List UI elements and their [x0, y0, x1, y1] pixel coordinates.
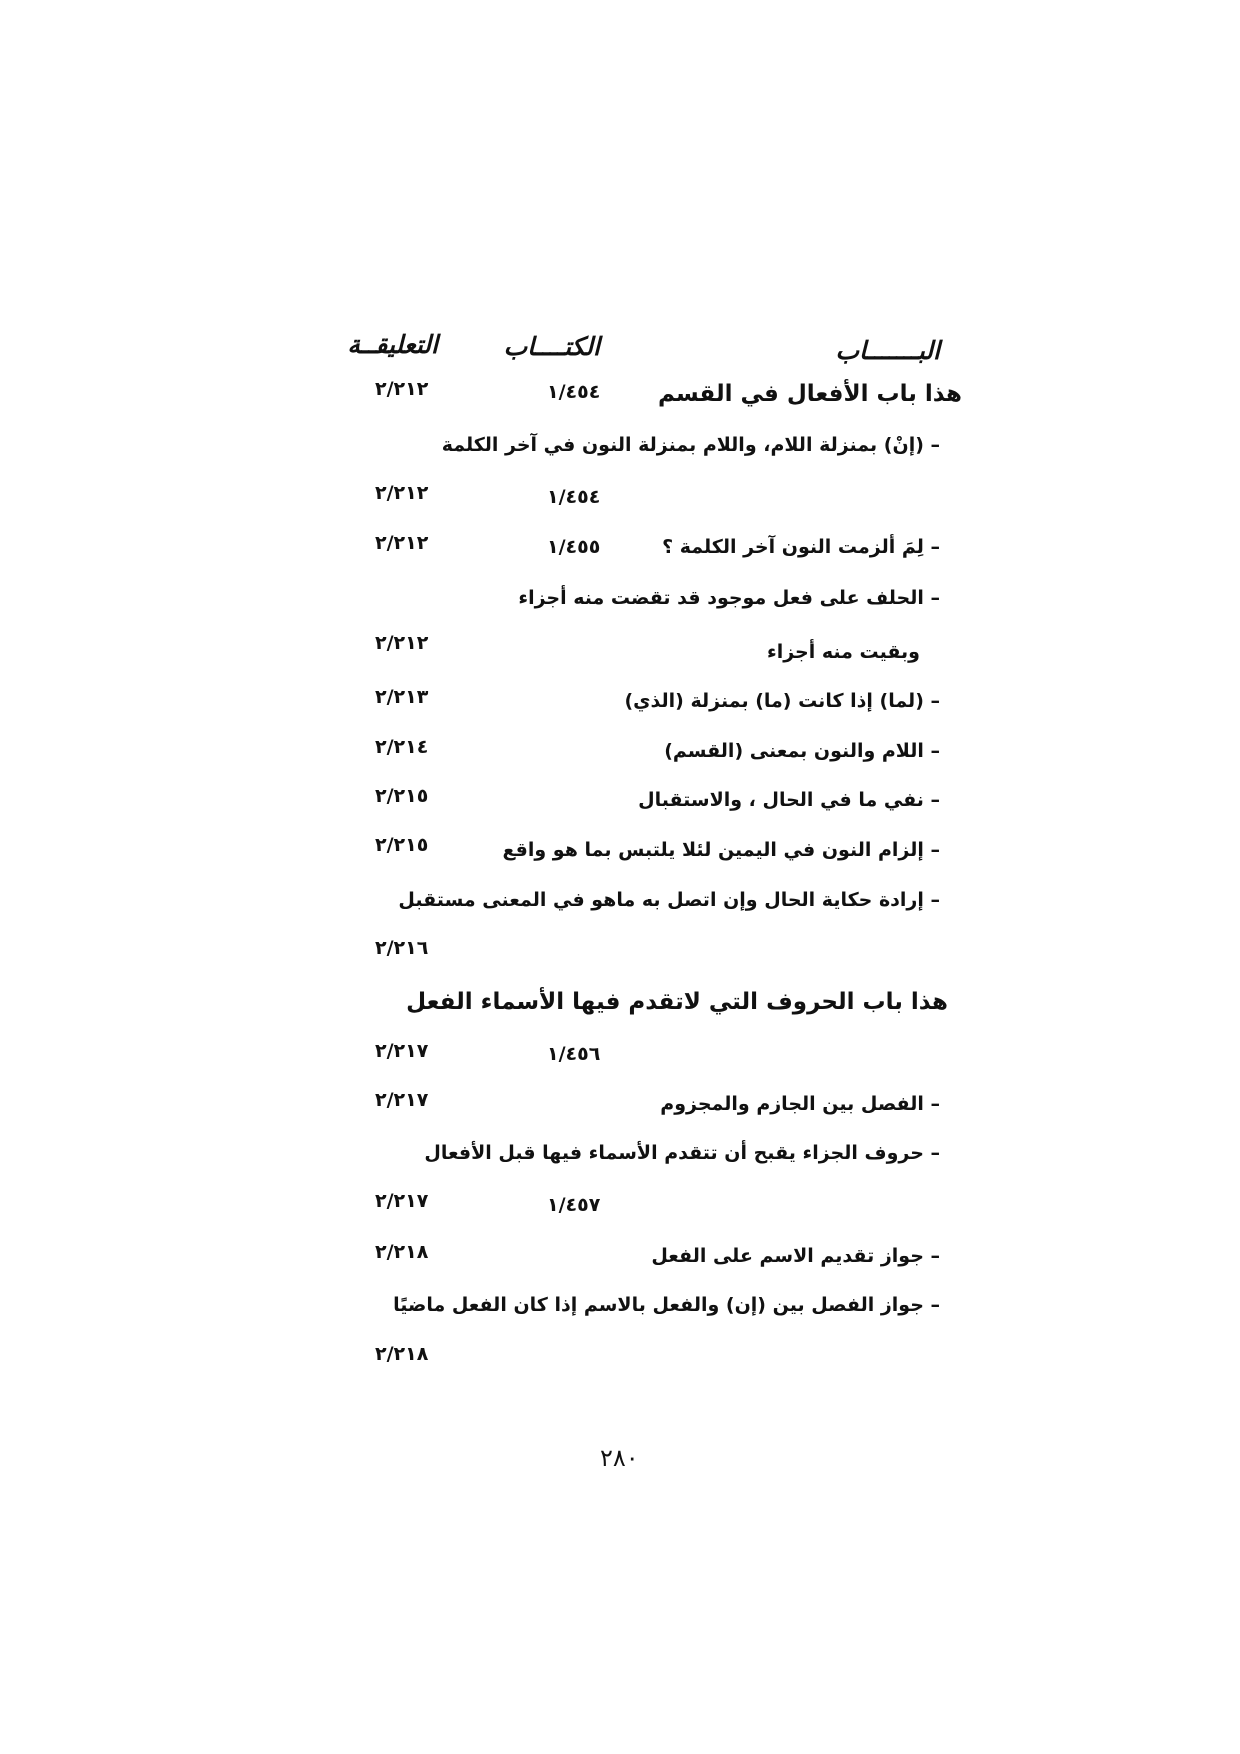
index-entry: – جواز الفصل بين (إن) والفعل بالاسم إذا كان الفعل ماضيًا — [393, 1294, 940, 1316]
taliqa-ref: ٢/٢١٨ — [375, 1343, 429, 1365]
taliqa-ref: ٢/٢١٧ — [375, 1190, 429, 1212]
taliqa-ref: ٢/٢١٦ — [375, 937, 429, 959]
index-entry: – إرادة حكاية الحال وإن اتصل به ماهو في المعنى مستقبل — [398, 889, 940, 911]
taliqa-ref: ٢/٢١٢ — [375, 482, 429, 504]
taliqa-ref: ٢/٢١٥ — [375, 834, 429, 856]
index-entry: – جواز تقديم الاسم على الفعل — [651, 1245, 940, 1267]
kitab-ref: ١/٤٥٤ — [547, 381, 601, 403]
index-entry: – حروف الجزاء يقبح أن تتقدم الأسماء فيها قبل الأفعال — [424, 1142, 940, 1164]
taliqa-ref: ٢/٢١٧ — [375, 1040, 429, 1062]
taliqa-ref: ٢/٢١٢ — [375, 532, 429, 554]
kitab-ref: ١/٤٥٤ — [547, 486, 601, 508]
kitab-ref: ١/٤٥٦ — [547, 1043, 601, 1065]
index-entry: – (لما) إذا كانت (ما) بمنزلة (الذي) — [624, 690, 940, 712]
section-heading: هذا باب الحروف التي لاتقدم فيها الأسماء الفعل — [406, 989, 948, 1015]
column-header-kitab: الكتــــاب — [503, 332, 600, 361]
taliqa-ref: ٢/٢١٥ — [375, 785, 429, 807]
column-header-bab: البـــــــاب — [835, 336, 940, 365]
index-entry: – الحلف على فعل موجود قد تقضت منه أجزاء — [518, 587, 940, 609]
index-entry: – لِمَ ألزمت النون آخر الكلمة ؟ — [662, 536, 940, 558]
index-entry: – إلزام النون في اليمين لئلا يلتبس بما هو واقع — [502, 839, 940, 861]
kitab-ref: ١/٤٥٧ — [547, 1194, 601, 1216]
section-heading: هذا باب الأفعال في القسم — [657, 381, 962, 407]
taliqa-ref: ٢/٢١٢ — [375, 632, 429, 654]
taliqa-ref: ٢/٢١٢ — [375, 378, 429, 400]
index-entry-continuation: وبقيت منه أجزاء — [766, 641, 920, 663]
index-entry: – (إنْ) بمنزلة اللام، واللام بمنزلة النون في آخر الكلمة — [441, 434, 940, 456]
taliqa-ref: ٢/٢١٤ — [375, 736, 429, 758]
index-entry: – الفصل بين الجازم والمجزوم — [660, 1093, 940, 1115]
index-entry: – اللام والنون بمعنى (القسم) — [664, 740, 940, 762]
taliqa-ref: ٢/٢١٣ — [375, 686, 429, 708]
index-entry: – نفي ما في الحال ، والاستقبال — [638, 789, 940, 811]
taliqa-ref: ٢/٢١٨ — [375, 1241, 429, 1263]
column-header-taliqa: التعليقــة — [347, 330, 438, 359]
page-number: ٢٨٠ — [600, 1444, 639, 1472]
kitab-ref: ١/٤٥٥ — [547, 536, 601, 558]
taliqa-ref: ٢/٢١٧ — [375, 1089, 429, 1111]
